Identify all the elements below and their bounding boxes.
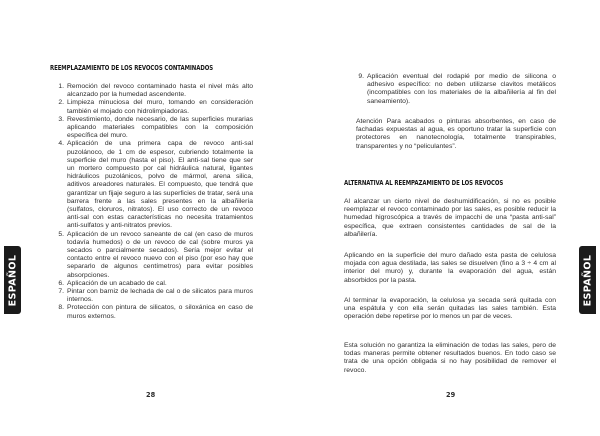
list-item-number: 9. bbox=[358, 73, 364, 80]
page-number: 29 bbox=[446, 391, 456, 399]
replacement-steps-list bbox=[50, 83, 253, 321]
language-side-tab bbox=[579, 246, 596, 314]
list-item-text: Aplicación de una primera capa de revoco anti-sal puzolánoco, de 1 cm de espesor, cubriendo totalmente la superficie del muro (hasta el piso). El anti-sal tiene que ser un mortero compuesto por cal hidráulica natural, ligantes hidráulicos puzolánicos, polvo de mármol, arena silica, aditivos areadores naturales. El compuesto, que tendrá que garantizar un fijaje seguro a las superficies de tratar, será una barrera frente a las sales presentes en la albañilería (sulfatos, cloruros, nitratos). El uso correcto de un revoco anti-sal con estas características no necesita tratamientos anti-sulfatos y anti-nitratos previos. bbox=[67, 140, 253, 230]
list-item-number: 6. bbox=[58, 279, 64, 287]
list-item-text: Aplicación de un revoco saneante de cal (en caso de muros todavía humedos) o de un revoco de cal (sobre muros ya secados o parcialmente secados). Sería mejor evitar el contacto entre el revoco nuevo con el piso (por eso hay que separarlo de algunos centímetros) para evitar posibles absorpciones. bbox=[67, 230, 253, 279]
language-tab-label: ESPAÑOL bbox=[7, 254, 18, 306]
list-item-text: Pintar con barniz de lechada de cal o de silicatos para muros internos. bbox=[67, 288, 253, 304]
page-number: 28 bbox=[146, 391, 156, 399]
list-item-number: 2. bbox=[58, 99, 64, 107]
list-item-number: 7. bbox=[58, 288, 64, 296]
list-item bbox=[50, 99, 253, 115]
paragraph: Aplicando en la superficie del muro dañado esta pasta de celulosa mojada con agua destilada, las sales se disuelven (fino a 3 ÷ 4 cm al interior del muro) y, durante la evaporación del agua, están absorbidos por la pasta. bbox=[344, 252, 556, 284]
list-item-text: Aplicación de un acabado de cal. bbox=[67, 279, 167, 287]
section-title-alternative: ALTERNATIVA AL REEMPAZAMIENTO DE LOS REVOCOS bbox=[344, 179, 504, 187]
paragraph: Esta solución no garantiza la eliminación de todas las sales, pero de todas maneras permite obtener resultados buenos. En todo caso se trata de una opción obligada si no hay posibilidad de remover el revoco. bbox=[344, 342, 556, 374]
list-item-text: Limpieza minuciosa del muro, tomando en consideración también el mojado con hidrolimpiadoras. bbox=[67, 99, 253, 115]
paragraph: Al alcanzar un cierto nivel de deshumidificación, si no es posible reemplazar el revoco contaminado por las sales, es posible reducir la humedad higroscópica a través de impacchi de una “pasta anti-sal” específica, que extraen consistentes cantidades de sal de la albañilería. bbox=[344, 198, 556, 238]
section-title-replacement: REEMPLAZAMIENTO DE LOS REVOCOS CONTAMINADOS bbox=[50, 64, 214, 72]
list-item bbox=[350, 73, 556, 106]
list-item-number: 8. bbox=[58, 304, 64, 312]
list-item-number: 5. bbox=[58, 230, 64, 238]
list-item bbox=[50, 140, 253, 230]
list-item-text: Remoción del revoco contaminado hasta el nivel más alto alcanzado por la humedad ascendente. bbox=[67, 83, 253, 99]
language-side-tab bbox=[4, 246, 21, 314]
list-item-number: 3. bbox=[58, 115, 64, 123]
list-item-number: 1. bbox=[58, 83, 64, 90]
list-item-number: 4. bbox=[58, 140, 64, 148]
list-item bbox=[50, 83, 253, 99]
list-item bbox=[50, 116, 253, 141]
attention-note: Atención Para acabados o pinturas absorbentes, en caso de fachadas expuestas al agua, es oportuno tratar la superficie con protectores en nanotecnología, totalmente transpirables, transparentes y no “peliculantes”. bbox=[356, 118, 556, 150]
replacement-steps-list-continued bbox=[350, 73, 556, 106]
list-item bbox=[50, 288, 253, 304]
right-page bbox=[300, 0, 600, 436]
list-item bbox=[50, 231, 253, 280]
paragraph: Al terminar la evaporación, la celulosa ya secada será quitada con una espátula y con ella serán quitadas las sales también. Esta operación debe repetirse por lo menos un par de veces. bbox=[344, 297, 556, 321]
list-item bbox=[50, 304, 253, 320]
list-item-text: Revestimiento, donde necesario, de las superficies murarias aplicando materiales compatibles con la composición específica del muro. bbox=[67, 115, 253, 140]
list-item bbox=[50, 280, 253, 288]
language-tab-label: ESPAÑOL bbox=[582, 254, 593, 306]
list-item-text: Protección con pintura de silicatos, o siloxánica en caso de muros externos. bbox=[67, 304, 253, 320]
list-item-text: Aplicación eventual del rodapié por medio de silicona o adhesivo específico: no deben utilizarse clavitos metálicos (incompatibles con los materiales de la albañilería al fin del saneamiento). bbox=[367, 73, 556, 105]
